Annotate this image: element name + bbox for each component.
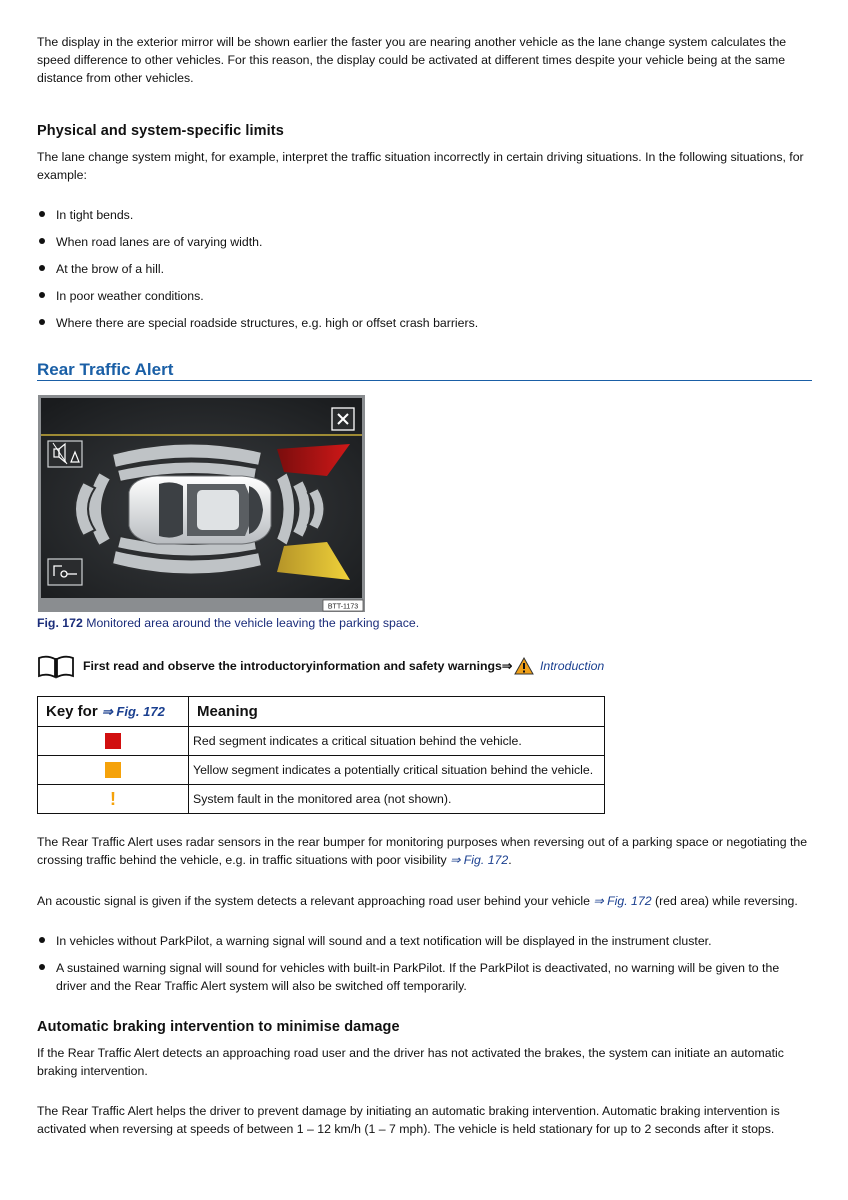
red-square-icon	[105, 733, 121, 749]
braking-paragraph-1: If the Rear Traffic Alert detects an approaching road user and the driver has not activated the brakes, the system can initiate an automatic braking intervention.	[37, 1046, 784, 1078]
list-item: In tight bends.	[37, 206, 812, 224]
rear-traffic-alert-figure	[37, 394, 366, 612]
car-top-view	[129, 476, 271, 544]
list-item: A sustained warning signal will sound for vehicles with built-in ParkPilot. If the ParkPilot is deactivated, no warning will be given to the driver and the Rear Traffic Alert system will also be switched off temporarily.	[37, 959, 812, 995]
note-text: First read and observe the introductoryinformation and safety warnings⇒	[83, 659, 513, 673]
list-item: In poor weather conditions.	[37, 287, 812, 305]
rta-paragraph-1: The Rear Traffic Alert uses radar sensors in the rear bumper for monitoring purposes when reversing out of a parking space or negotiating the crossing traffic behind the vehicle, e.g. in traffic situations with poor visibility ⇒ Fig. 172.	[37, 835, 808, 867]
rta-paragraph-2: An acoustic signal is given if the system detects a relevant approaching road user behind your vehicle ⇒ Fig. 172 (red area) while reversing.	[37, 894, 798, 908]
section-title: Rear Traffic Alert	[37, 360, 812, 381]
limits-heading: Physical and system-specific limits	[37, 123, 284, 139]
bullet-icon	[39, 319, 45, 325]
key-table	[37, 696, 605, 814]
table-header-row	[38, 697, 605, 727]
limits-paragraph: The lane change system might, for example, interpret the traffic situation incorrectly in certain driving situations. In the following situations, for example:	[37, 150, 804, 182]
trailer-assist-icon	[48, 559, 82, 585]
yellow-square-icon	[105, 762, 121, 778]
bullet-icon	[39, 211, 45, 217]
exclamation-icon: !	[110, 788, 116, 809]
warning-icon	[514, 657, 534, 675]
figure-label: Fig. 172	[37, 616, 83, 630]
table-header-key: Key for ⇒ Fig. 172	[38, 697, 189, 727]
mute-sound-icon	[48, 441, 82, 467]
list-item: When road lanes are of varying width.	[37, 233, 812, 251]
intro-paragraph: The display in the exterior mirror will be shown earlier the faster you are nearing another vehicle as the lane change system calculates the speed difference to other vehicles. For this reason, the display could be activated at different times despite your vehicle being at the same distance from other vehicles.	[37, 35, 787, 85]
bullet-icon	[39, 238, 45, 244]
table-cell-meaning: Yellow segment indicates a potentially critical situation behind the vehicle.	[189, 756, 605, 785]
list-item: In vehicles without ParkPilot, a warning signal will sound and a text notification will be displayed in the instrument cluster.	[37, 932, 812, 950]
bullet-icon	[39, 292, 45, 298]
braking-paragraph-2: The Rear Traffic Alert helps the driver to prevent damage by initiating an automatic braking intervention. Automatic braking intervention is activated when reversing at speeds of between 1 – 12 km/h (1 – 7 mph). The vehicle is held stationary for up to 2 seconds after it stops.	[37, 1104, 780, 1136]
figure-reference-link[interactable]: ⇒ Fig. 172	[593, 894, 652, 908]
table-row	[38, 756, 605, 785]
table-header-meaning: Meaning	[189, 697, 605, 727]
figure-reference-link[interactable]: ⇒ Fig. 172	[450, 853, 509, 867]
table-row	[38, 727, 605, 756]
table-row	[38, 785, 605, 814]
bullet-icon	[39, 265, 45, 271]
introduction-link[interactable]: Introduction	[540, 659, 605, 673]
safety-note	[37, 655, 637, 679]
list-item: At the brow of a hill.	[37, 260, 812, 278]
table-cell-meaning: Red segment indicates a critical situation behind the vehicle.	[189, 727, 605, 756]
bullet-icon	[39, 937, 45, 943]
figure-code: BTT-1173	[327, 603, 359, 611]
figure-caption	[37, 616, 419, 630]
braking-heading: Automatic braking intervention to minimise damage	[37, 1019, 400, 1035]
bullet-icon	[39, 964, 45, 970]
figure-caption-text: Monitored area around the vehicle leaving the parking space.	[82, 616, 420, 630]
figure-reference-link[interactable]: ⇒ Fig. 172	[101, 704, 165, 719]
book-icon	[37, 655, 75, 679]
list-item: Where there are special roadside structures, e.g. high or offset crash barriers.	[37, 314, 812, 332]
table-cell-meaning: System fault in the monitored area (not shown).	[189, 785, 605, 814]
close-icon	[332, 408, 354, 430]
